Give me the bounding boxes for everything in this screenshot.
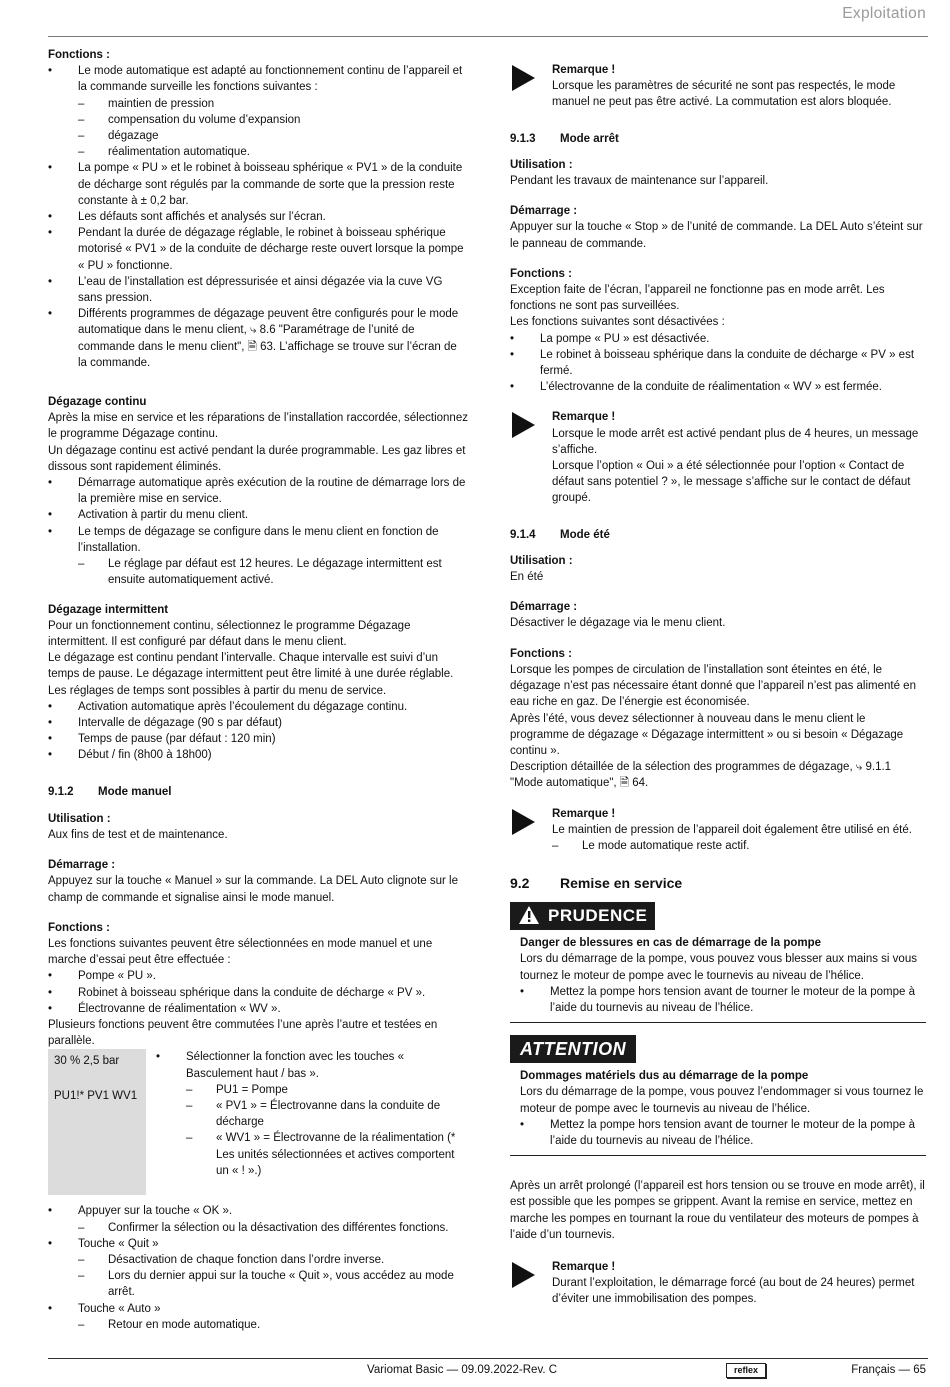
paragraph: Plusieurs fonctions peuvent être commutées l’une après l’autre et testées en parallèle. (48, 1018, 438, 1048)
fonctions-heading: Fonctions : (48, 921, 110, 934)
paragraph: Appuyer sur la touche « Stop » de l’unité de commande. La DEL Auto s’éteint sur le panneau de commande. (510, 221, 923, 250)
list-item: • Pompe « PU ». (48, 968, 468, 984)
warning-text: Lors du démarrage de la pompe, vous pouvez l’endommager si vous tournez le moteur de pompe avec le tournevis au niveau de l’hélice. (520, 1086, 924, 1115)
paragraph: Les fonctions suivantes peuvent être sélectionnées en mode manuel et une marche d’essai peut être effectuée : (48, 937, 433, 967)
list-item: • L’électrovanne de la conduite de réalimentation « WV » est fermée. (510, 379, 926, 395)
note-text: Durant l’exploitation, le démarrage forcé (au bout de 24 heures) permet d’éviter une immobilisation des pompes. (552, 1277, 915, 1306)
sub-item: – Le mode automatique reste actif. (552, 838, 926, 854)
paragraph: Lorsque les pompes de circulation de l’installation sont éteintes en été, le dégazage n’est pas nécessaire étant donné que l’appareil n’est pas alimenté en eau riche en gaz. De l’énergie est économisée. (510, 663, 916, 709)
note-box (510, 409, 926, 506)
list-item: • Démarrage automatique après exécution de la routine de démarrage lors de la première mise en service. (48, 475, 468, 507)
section-heading-9-1-2: 9.1.2 Mode manuel (48, 785, 172, 798)
list-item: • Mettez la pompe hors tension avant de tourner le moteur de la pompe à l’aide du tournevis au niveau de l’hélice. (520, 1117, 926, 1149)
manuel-fonctions-list (48, 968, 468, 1017)
list-item: • La pompe « PU » est désactivée. (510, 331, 926, 347)
attention-warning-box (510, 1035, 926, 1156)
left-column (48, 47, 468, 1333)
sub-item: – dégazage (78, 128, 468, 144)
sub-item: – Retour en mode automatique. (78, 1317, 468, 1333)
sub-item: – Désactivation de chaque fonction dans l’ordre inverse. (78, 1252, 468, 1268)
fonctions-heading: Fonctions : (510, 647, 572, 660)
list-item: • Début / fin (8h00 à 18h00) (48, 747, 468, 763)
footer-language-page: Français — 65 (851, 1364, 926, 1376)
section-heading-9-1-4: 9.1.4 Mode été (510, 528, 610, 541)
footer-document-info: Variomat Basic — 09.09.2022-Rev. C (367, 1364, 558, 1376)
note-box (510, 1259, 926, 1308)
display-line-1: 30 % 2,5 bar (54, 1055, 120, 1068)
page-header-title: Exploitation (842, 5, 926, 22)
paragraph: En été (510, 571, 544, 584)
list-item: • Activation automatique après l’écoulement du dégazage continu. (48, 699, 468, 715)
list-item: • Mettez la pompe hors tension avant de tourner le moteur de la pompe à l’aide du tournevis au niveau de l’hélice. (520, 984, 926, 1016)
display-illustration (48, 1049, 468, 1195)
list-item: • Touche « Quit » – Désactivation de chaque fonction dans l’ordre inverse. – Lors du dernier appui sur la touche « Quit », vous accédez au mode arrêt. (48, 1236, 468, 1301)
list-item: • Pendant la durée de dégazage réglable, le robinet à boisseau sphérique motorisé « PV1 » de la conduite de décharge reste ouvert lorsque la pompe « PU » fonctionne. (48, 225, 468, 274)
sub-item: – maintien de pression (78, 96, 468, 112)
paragraph: Désactiver le dégazage via le menu client. (510, 617, 726, 630)
sub-item: – réalimentation automatique. (78, 144, 468, 160)
footer-rule (48, 1358, 928, 1359)
paragraph: Après l’été, vous devez sélectionner à nouveau dans le menu client le programme de dégazage « Dégazage intermittent » ou si besoin « Dégazage continu ». (510, 712, 904, 757)
warning-title: Danger de blessures en cas de démarrage de la pompe (520, 937, 822, 950)
list-item: • Différents programmes de dégazage peuvent être configurés pour le mode automatique dans le menu client, ⤷ 8.6 "Paramétrage de l’unité de commande dans le menu client", 🗎 63. L’affichage se trouve sur l’écran de la commande. (48, 306, 468, 371)
sub-item: – « WV1 » = Électrovanne de la réalimentation (* Les unités sélectionnées et actives comportent un « ! ».) (186, 1130, 468, 1179)
arrow-icon (510, 1259, 552, 1308)
section-heading-9-2: 9.2 Remise en service (510, 875, 683, 892)
header-rule (48, 36, 928, 37)
paragraph: Pour un fonctionnement continu, sélectionnez le programme Dégazage intermittent. Il est configuré par défaut dans le menu client. (48, 619, 411, 648)
fonctions-list (48, 63, 468, 371)
paragraph: Après la mise en service et les réparations de l’installation raccordée, sélectionnez le programme Dégazage continu. (48, 412, 468, 441)
right-column (510, 62, 926, 1308)
list-item: • Temps de pause (par défaut : 120 min) (48, 731, 468, 747)
paragraph: Appuyez sur la touche « Manuel » sur la commande. La DEL Auto clignote sur le champ de commande et signalise ainsi le mode manuel. (48, 875, 458, 904)
note-title: Remarque ! (552, 411, 616, 424)
list-item: • Le robinet à boisseau sphérique dans la conduite de décharge « PV » est fermé. (510, 347, 926, 379)
list-item: • Appuyer sur la touche « OK ». – Confirmer la sélection ou la désactivation des différentes fonctions. (48, 1203, 468, 1235)
arret-list (510, 331, 926, 396)
note-text: Le maintien de pression de l’appareil doit également être utilisé en été. (552, 823, 912, 836)
fonctions-heading: Fonctions : (48, 49, 110, 61)
utilisation-heading: Utilisation : (510, 554, 573, 567)
list-item: • Activation à partir du menu client. (48, 507, 468, 523)
paragraph: Pendant les travaux de maintenance sur l’appareil. (510, 175, 769, 188)
note-text: Lorsque l’option « Oui » a été sélectionnée pour l’option « Contact de défaut sans potentiel ? », le message s’affiche sur le contact de défaut groupé. (552, 460, 911, 505)
sub-item: – PU1 = Pompe (186, 1082, 468, 1098)
note-box (510, 62, 926, 111)
sub-list (78, 96, 468, 161)
arrow-icon (510, 409, 552, 506)
list-item: • Les défauts sont affichés et analysés sur l’écran. (48, 209, 468, 225)
reflex-logo: reflex (726, 1363, 766, 1378)
note-text: Lorsque le mode arrêt est activé pendant plus de 4 heures, un message s’affiche. (552, 427, 919, 456)
degazage-continu-list (48, 475, 468, 588)
arrow-icon (510, 806, 552, 855)
warning-text: Lors du démarrage de la pompe, vous pouvez vous blesser aux mains si vous tournez le moteur de pompe avec le tournevis au niveau de l’hélice. (520, 953, 917, 982)
note-text: Lorsque les paramètres de sécurité ne sont pas respectés, le mode manuel ne peut pas être activé. La commutation est alors bloquée. (552, 80, 896, 109)
paragraph: Description détaillée de la sélection des programmes de dégazage, ⤷ 9.1.1 "Mode automatique", 🗎 64. (510, 761, 892, 790)
warning-title: Dommages matériels dus au démarrage de la pompe (520, 1070, 809, 1083)
note-box (510, 806, 926, 855)
paragraph: Exception faite de l’écran, l’appareil ne fonctionne pas en mode arrêt. Les fonctions ne sont pas surveillées. (510, 284, 885, 313)
degazage-intermittent-list (48, 699, 468, 764)
list-item: • Touche « Auto » – Retour en mode automatique. (48, 1301, 468, 1333)
list-item: • Robinet à boisseau sphérique dans la conduite de décharge « PV ». (48, 985, 468, 1001)
attention-banner: ATTENTION (510, 1035, 636, 1063)
paragraph: Les fonctions suivantes sont désactivées : (510, 316, 725, 329)
note-title: Remarque ! (552, 1260, 616, 1273)
note-title: Remarque ! (552, 807, 616, 820)
list-item: • L’eau de l’installation est dépressurisée et ainsi dégazée via la cuve VG sans pression. (48, 274, 468, 306)
demarrage-heading: Démarrage : (48, 859, 116, 872)
list-item: • Le mode automatique est adapté au fonctionnement continu de l’appareil et la commande surveille les fonctions suivantes : – maintien de pression – compensation du volume d’expansion – dégazage – réalimentation automatique. (48, 63, 468, 160)
paragraph: Un dégazage continu est activé pendant la durée programmable. Les gaz libres et dissous sont rapidement éliminés. (48, 444, 466, 473)
warning-triangle-icon (518, 905, 548, 928)
utilisation-heading: Utilisation : (510, 158, 573, 171)
list-item: • Électrovanne de réalimentation « WV ». (48, 1001, 468, 1017)
sub-item: – compensation du volume d’expansion (78, 112, 468, 128)
manuel-steps-list (48, 1203, 468, 1333)
list-item: • La pompe « PU » et le robinet à boisseau sphérique « PV1 » de la conduite de décharge sont régulés par la commande de sorte que la pression reste constante à ± 0,2 bar. (48, 160, 468, 209)
section-heading-9-1-3: 9.1.3 Mode arrêt (510, 132, 619, 145)
paragraph: Le dégazage est continu pendant l’intervalle. Chaque intervalle est suivi d’un temps de pause. Le dégazage intermittent peut être limité à une durée réglable. Les réglages de temps sont possibles à partir du menu de service. (48, 652, 454, 697)
sub-item: – Le réglage par défaut est 12 heures. Le dégazage intermittent est ensuite automatiquement activé. (78, 556, 468, 588)
list-item: • Intervalle de dégazage (90 s par défaut) (48, 715, 468, 731)
sub-item: – « PV1 » = Électrovanne dans la conduite de décharge (186, 1098, 468, 1130)
demarrage-heading: Démarrage : (510, 601, 578, 614)
prudence-banner: PRUDENCE (510, 902, 655, 930)
list-item: • Sélectionner la fonction avec les touches « Basculement haut / bas ». – PU1 = Pompe – « PV1 » = Électrovanne dans la conduite de décharge – « WV1 » = Électrovanne de la réalimentation (* Les unités sélectionnées et actives comportent un « ! ».) (156, 1049, 468, 1179)
sub-item: – Confirmer la sélection ou la désactivation des différentes fonctions. (78, 1220, 468, 1236)
sub-item: – Lors du dernier appui sur la touche « Quit », vous accédez au mode arrêt. (78, 1268, 468, 1300)
arrow-icon (510, 62, 552, 111)
paragraph: Après un arrêt prolongé (l’appareil est hors tension ou se trouve en mode arrêt), il est possible que les pompes se grippent. Avant la remise en service, mettez en marche les pompes en tournant la roue du ventilateur des moteurs de pompes à l’aide d’un tournevis. (510, 1180, 925, 1241)
display-line-2: PU1!* PV1 WV1 (54, 1089, 138, 1102)
list-item: • Le temps de dégazage se configure dans le menu client en fonction de l’installation. – Le réglage par défaut est 12 heures. Le dégazage intermittent est ensuite automatiquement activé. (48, 524, 468, 589)
demarrage-heading: Démarrage : (510, 205, 578, 218)
controller-display (48, 1049, 146, 1195)
degazage-intermittent-heading: Dégazage intermittent (48, 603, 169, 616)
fonctions-heading: Fonctions : (510, 267, 572, 280)
note-title: Remarque ! (552, 64, 616, 76)
degazage-continu-heading: Dégazage continu (48, 396, 147, 409)
prudence-warning-box (510, 902, 926, 1023)
utilisation-heading: Utilisation : (48, 812, 111, 825)
paragraph: Aux fins de test et de maintenance. (48, 828, 228, 841)
